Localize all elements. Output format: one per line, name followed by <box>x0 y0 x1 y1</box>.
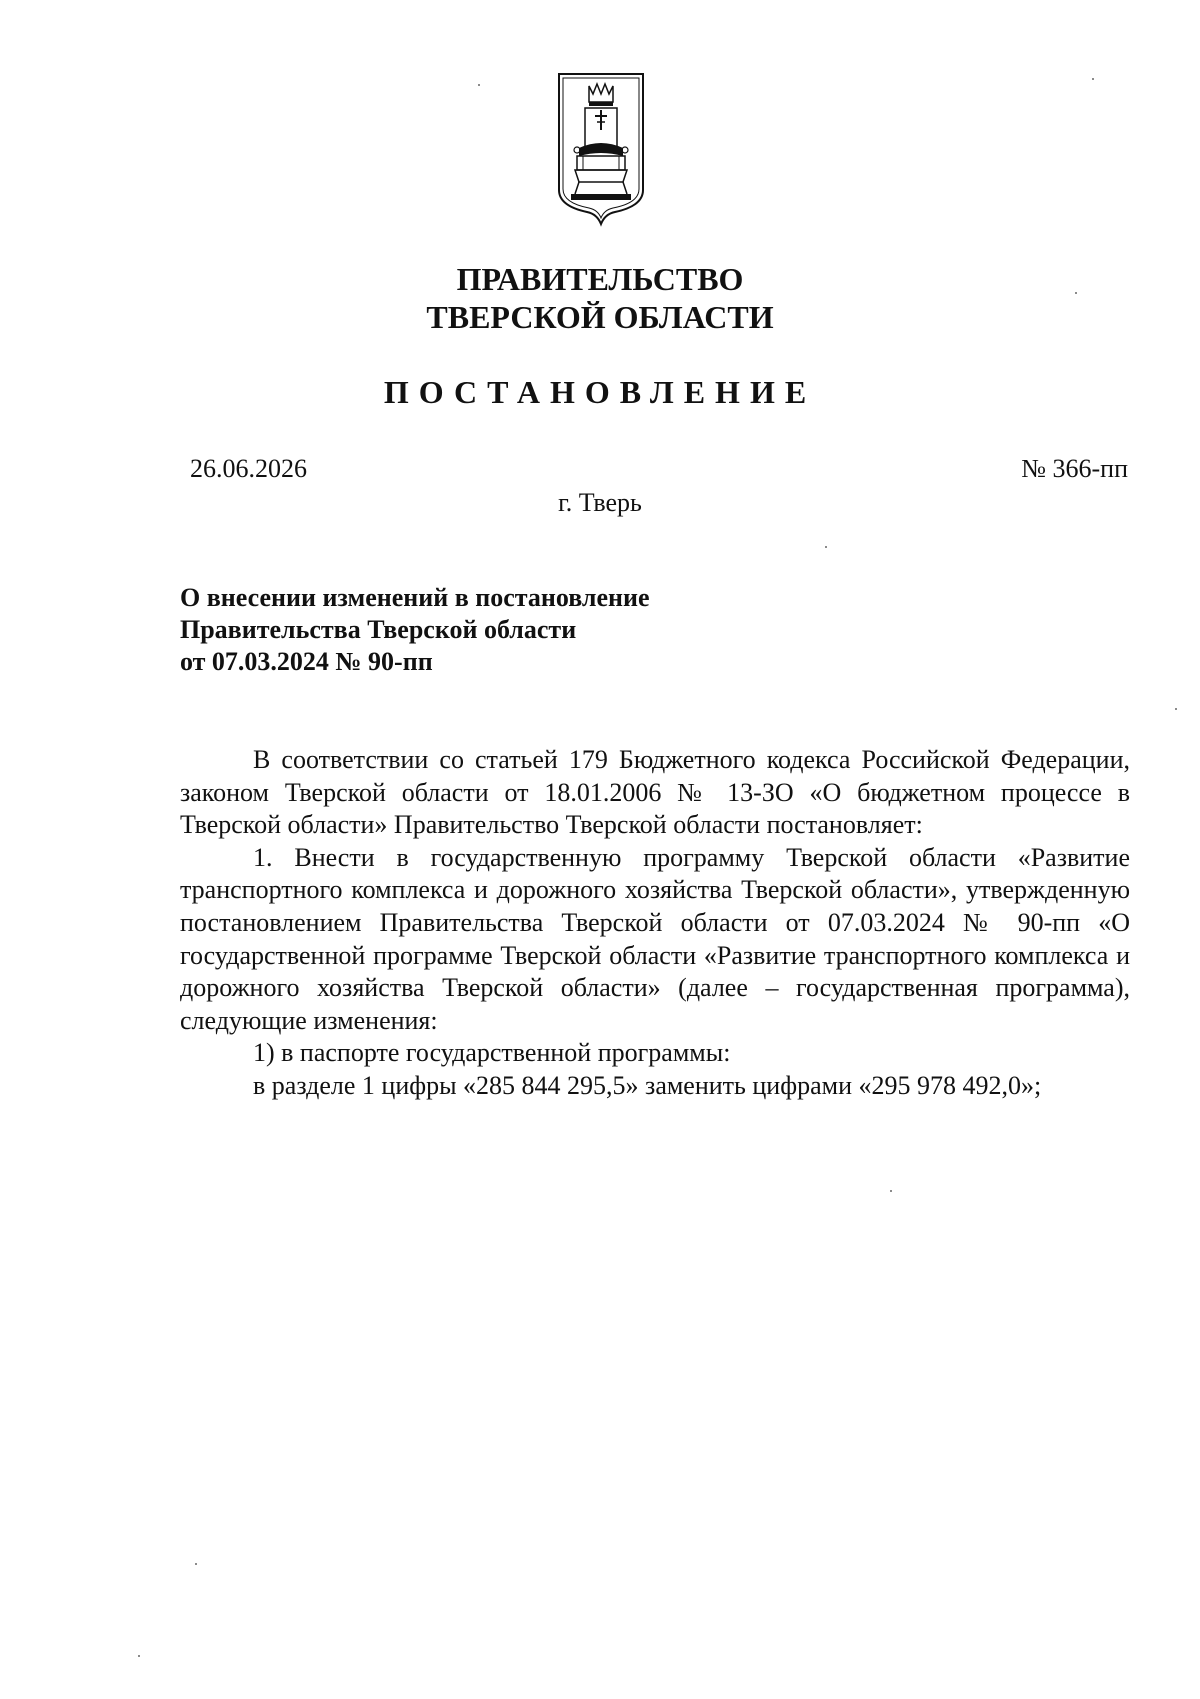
org-title-line-1: ПРАВИТЕЛЬСТВО <box>456 261 744 297</box>
document-type: ПОСТАНОВЛЕНИЕ <box>383 374 817 410</box>
paragraph-preamble: В соответствии со статьей 179 Бюджетного кодекса Российской Федерации, законом Тверской области от 18.01.2006 № 13-ЗО «О бюджетном процессе в Тверской области» Правительство Тверской области постановляет: <box>180 745 1130 840</box>
document-body <box>180 744 1130 1103</box>
paragraph-item-1: 1. Внести в государственную программу Тверской области «Развитие транспортного комплекса и дорожного хозяйства Тверской области», утвержденную постановлением Правительства Тверской области от 07.03.2024 № 90-пп «О государственной программе Тверской области «Развитие транспортного комплекса и дорожного хозяйства Тверской области» (далее – государственная программа), следующие изменения: <box>180 842 1130 1035</box>
scan-speck <box>825 546 827 548</box>
document-date: 26.06.2026 <box>190 454 307 483</box>
subject-line-3: от 07.03.2024 № 90-пп <box>180 647 433 676</box>
document-number: № 366-пп <box>1021 454 1128 483</box>
scan-speck <box>1075 292 1077 294</box>
document-city: г. Тверь <box>558 488 642 517</box>
scan-speck <box>1175 708 1177 710</box>
subject-line-2: Правительства Тверской области <box>180 615 577 644</box>
scan-speck <box>138 1655 140 1657</box>
paragraph-subitem-1: 1) в паспорте государственной программы: <box>253 1038 731 1068</box>
tver-coat-of-arms-icon <box>555 72 647 228</box>
org-title-line-2: ТВЕРСКОЙ ОБЛАСТИ <box>426 299 774 335</box>
scan-speck <box>195 1563 197 1565</box>
paragraph-section-change: в разделе 1 цифры «285 844 295,5» заменить цифрами «295 978 492,0»; <box>253 1070 1042 1100</box>
scan-speck <box>1092 78 1094 80</box>
document-subject <box>180 582 880 678</box>
scan-speck <box>890 1190 892 1192</box>
scan-speck <box>478 84 480 86</box>
subject-line-1: О внесении изменений в постановление <box>180 583 650 612</box>
